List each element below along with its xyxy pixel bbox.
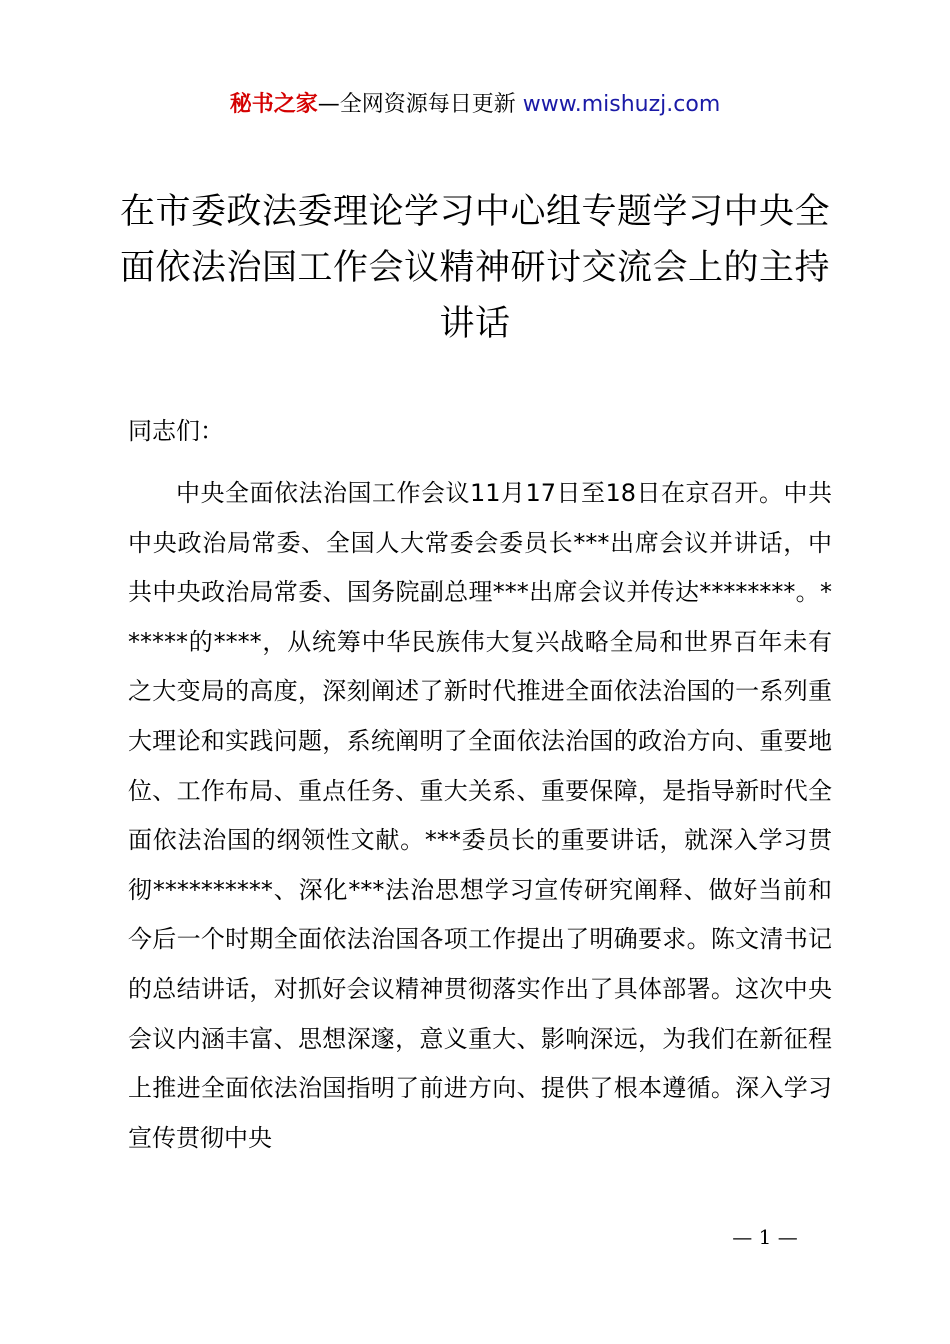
body-paragraph: 中央全面依法治国工作会议11月17日至18日在京召开。中共中央政治局常委、全国人大常委会委员长***出席会议并讲话，中共中央政治局常委、国务院副总理***出席会议并传达********。******的****，从统筹中华民族伟大复兴战略全局和世界百年未有之大变局的高度，深刻阐述了新时代推进全面依法治国的一系列重大理论和实践问题，系统阐明了全面依法治国的政治方向、重要地位、工作布局、重点任务、重大关系、重要保障，是指导新时代全面依法治国的纲领性文献。***委员长的重要讲话，就深入学习贯彻**********、深化***法治思想学习宣传研究阐释、做好当前和今后一个时期全面依法治国各项工作提出了明确要求。陈文清书记的总结讲话，对抓好会议精神贯彻落实作出了具体部署。这次中央会议内涵丰富、思想深邃，意义重大、影响深远，为我们在新征程上推进全面依法治国指明了前进方向、提供了根本遵循。深入学习宣传贯彻中央 (128, 479, 832, 1152)
page-number: — 1 — (732, 1225, 798, 1249)
site-banner (0, 88, 950, 122)
banner-tagline: —全网资源每日更新 (317, 92, 516, 117)
brand-name: 秘书之家 (229, 92, 318, 117)
salutation: 同志们： (128, 417, 224, 445)
document-title: 在市委政法委理论学习中心组专题学习中央全面依法治国工作会议精神研讨交流会上的主持讲话 (120, 192, 831, 344)
site-url-link[interactable]: www.mishuzj.com (522, 92, 721, 117)
